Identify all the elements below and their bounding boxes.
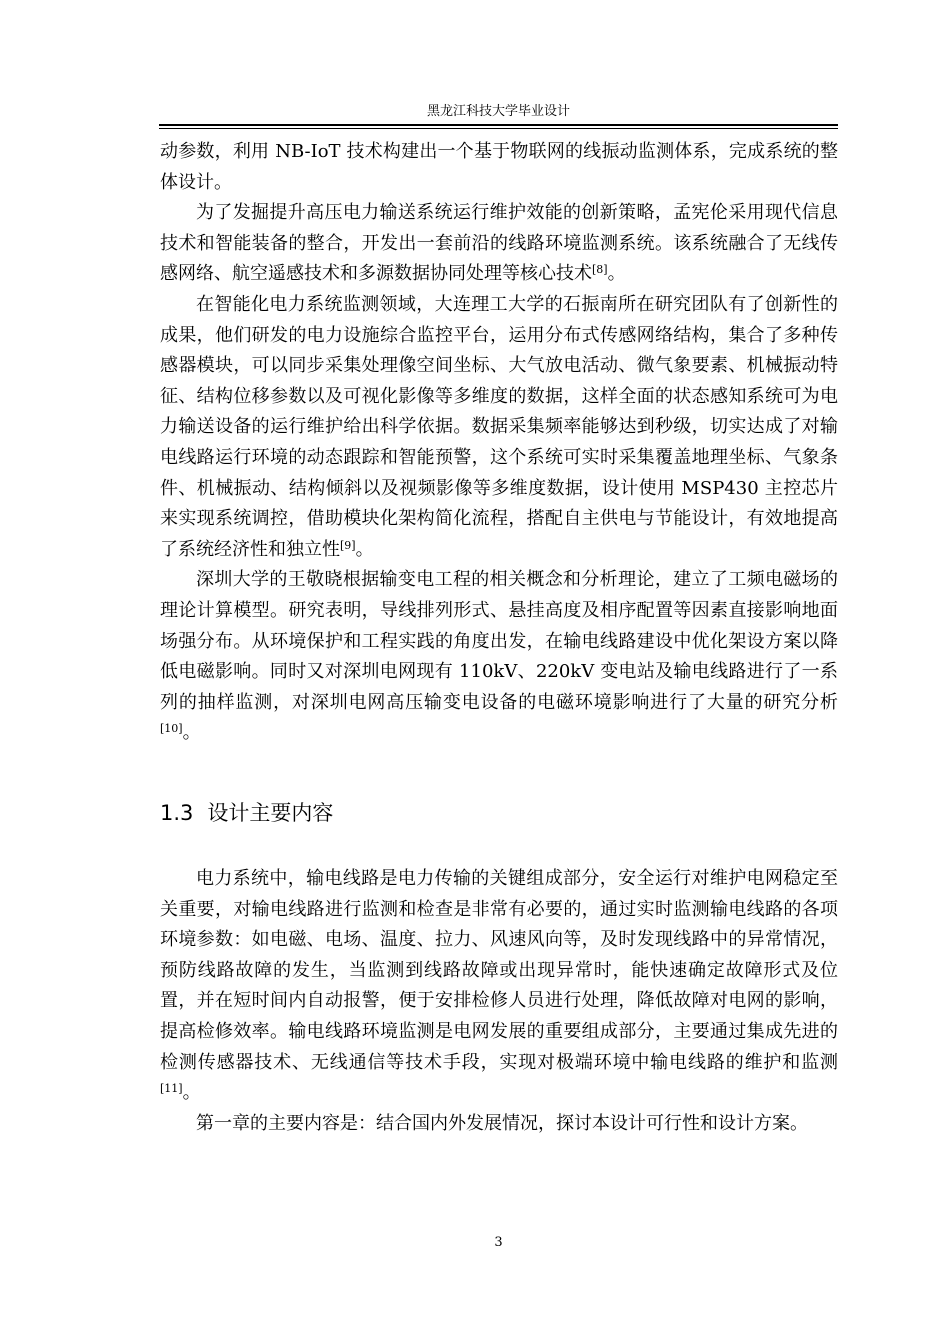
body-text-top [160,137,838,749]
page-number: 3 [494,1235,503,1250]
paragraph-dalian: 在智能化电力系统监测领域，大连理工大学的石振南所在研究团队有了创新性的成果，他们研发的电力设施综合监控平台，运用分布式传感网络结构，集合了多种传感器模块，可以同步采集处理像空间坐标、大气放电活动、微气象要素、机械振动特征、结构位移参数以及可视化影像等多维度的数据，这样全面的状态感知系统可为电力输送设备的运行维护给出科学依据。数据采集频率能够达到秒级，切实达成了对输电线路运行环境的动态跟踪和智能预警，这个系统可实时采集覆盖地理坐标、气象条件、机械振动、结构倾斜以及视频影像等多维度数据，设计使用 MSP430 主控芯片来实现系统调控，借助模块化架构简化流程，搭配自主供电与节能设计，有效地提高了系统经济性和独立性[9]。 [160,293,838,560]
citation-ref: [11] [160,1082,183,1096]
citation-ref: [9] [340,538,356,552]
citation-ref: [8] [592,263,608,277]
paragraph-meng: 为了发掘提升高压电力输送系统运行维护效能的创新策略，孟宪伦采用现代信息技术和智能装备的整合，开发出一套前沿的线路环境监测系统。该系统融合了无线传感网络、航空遥感技术和多源数据协同处理等核心技术[8]。 [160,202,838,285]
section-heading [160,798,333,828]
paragraph-content: 电力系统中，输电线路是电力传输的关键组成部分，安全运行对维护电网稳定至关重要，对输电线路进行监测和检查是非常有必要的，通过实时监测输电线路的各项环境参数：如电磁、电场、温度、拉力、风速风向等，及时发现线路中的异常情况，预防线路故障的发生，当监测到线路故障或出现异常时，能快速确定故障形式及位置，并在短时间内自动报警，便于安排检修人员进行处理，降低故障对电网的影响，提高检修效率。输电线路环境监测是电网发展的重要组成部分，主要通过集成先进的检测传感器技术、无线通信等技术手段，实现对极端环境中输电线路的维护和监测[11]。 [160,868,838,1104]
citation-ref: [10] [160,722,183,736]
header-rule-thick [159,124,838,126]
running-header: 黑龙江科技大学毕业设计 [426,104,570,119]
paragraph-shenzhen: 深圳大学的王敬晓根据输变电工程的相关概念和分析理论，建立了工频电磁场的理论计算模型。研究表明，导线排列形式、悬挂高度及相序配置等因素直接影响地面场强分布。从环境保护和工程实践的角度出发，在输电线路建设中优化架设方案以降低电磁影响。同时又对深圳电网现有 110kV、220kV 变电站及输电线路进行了一系列的抽样监测，对深圳电网高压输变电设备的电磁环境影响进行了大量的研究分析[10]。 [160,569,838,744]
body-text-section [160,864,838,1139]
paragraph-continuation: 动参数，利用 NB-IoT 技术构建出一个基于物联网的线振动监测体系，完成系统的整体设计。 [160,141,838,193]
header-rule-thin [159,128,838,129]
paragraph-chapter-summary: 第一章的主要内容是：结合国内外发展情况，探讨本设计可行性和设计方案。 [196,1112,808,1134]
section-number: 1.3 [160,801,194,825]
section-title: 设计主要内容 [207,801,334,825]
